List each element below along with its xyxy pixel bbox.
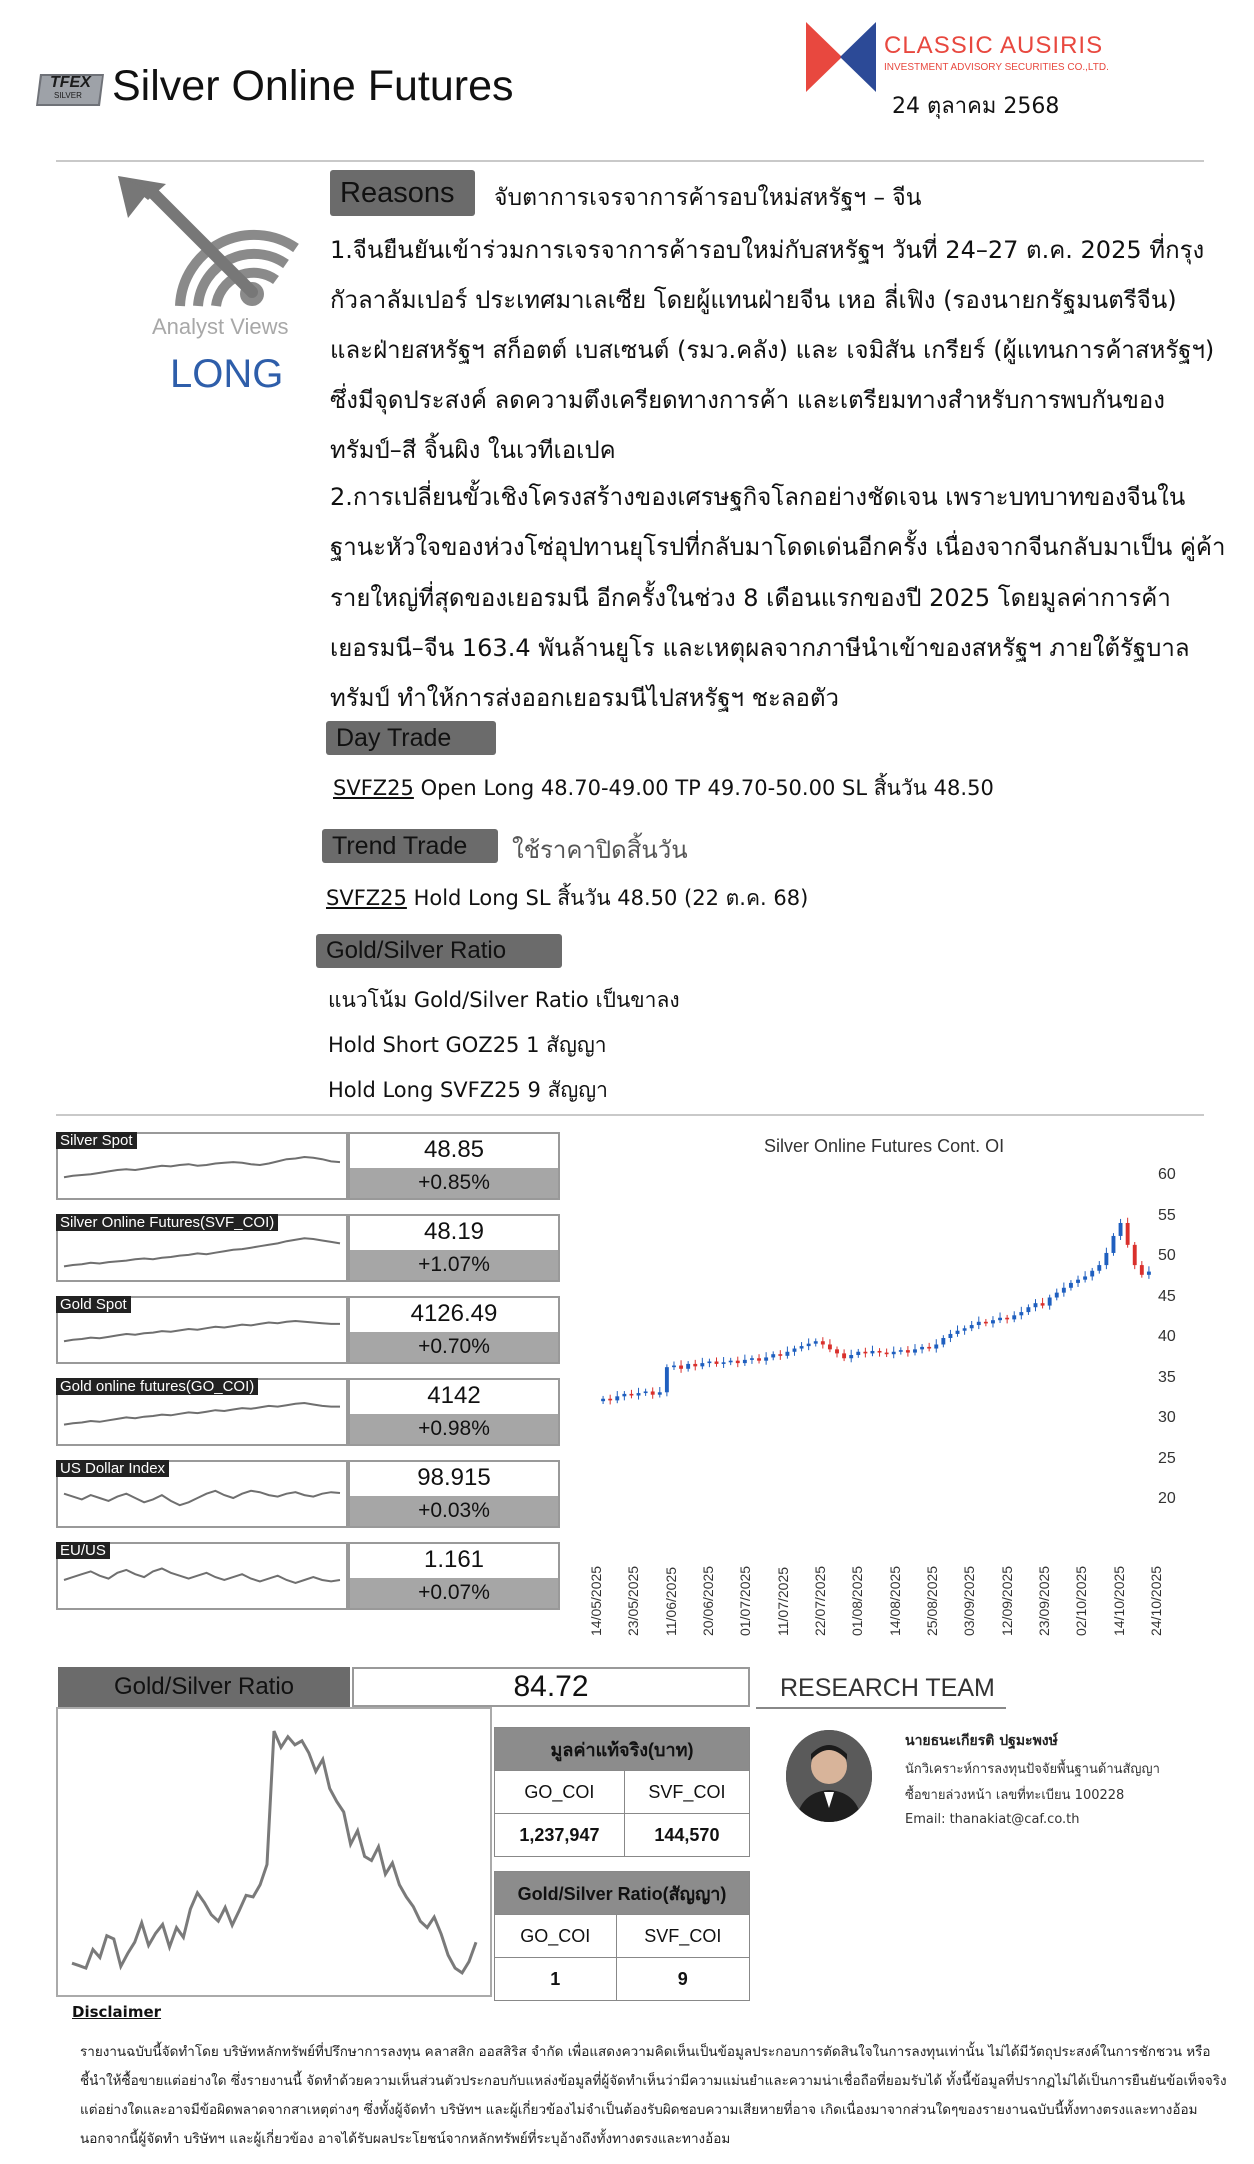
candle-body: [814, 1341, 818, 1343]
candle-body: [1026, 1307, 1030, 1312]
x-tick-label: 02/10/2025: [1073, 1565, 1090, 1636]
candle-body: [899, 1350, 903, 1352]
candle-body: [771, 1354, 775, 1357]
reasons-line: รายใหญ่ที่สุดของเยอรมนี อีกครั้งในช่วง 8 เดือนแรกของปี 2025 โดยมูลค่าการค้า: [330, 584, 1171, 612]
candle-body: [984, 1322, 988, 1324]
fair-value-table: [494, 1727, 750, 1857]
candle-body: [608, 1399, 612, 1401]
sparkline-path: [64, 1157, 340, 1177]
y-tick-label: 50: [1158, 1247, 1176, 1264]
candle-body: [948, 1334, 952, 1338]
candle-body: [1048, 1298, 1052, 1306]
market-value: 48.19: [423, 1218, 485, 1245]
candle-body: [1062, 1288, 1066, 1293]
candle-body: [715, 1361, 719, 1363]
market-name: Silver Spot: [56, 1132, 137, 1149]
table-header: SVF_COI: [624, 1771, 749, 1814]
avatar: [786, 1730, 872, 1822]
candle-body: [800, 1346, 804, 1348]
candle-body: [729, 1361, 733, 1363]
candle-body: [1126, 1223, 1130, 1245]
candle-body: [1055, 1293, 1059, 1298]
x-tick-label: 11/07/2025: [774, 1566, 791, 1636]
y-tick-label: 20: [1158, 1490, 1176, 1507]
table-cell: 144,570: [624, 1814, 749, 1857]
candle-body: [686, 1364, 690, 1369]
market-panel-us-dollar-index: [56, 1460, 560, 1528]
ratio-line: แนวโน้ม Gold/Silver Ratio เป็นขาลง: [328, 988, 680, 1012]
candle-body: [644, 1391, 648, 1393]
tfex-logo-sub: SILVER: [54, 91, 82, 100]
y-tick-label: 55: [1158, 1206, 1176, 1224]
candle-body: [1112, 1236, 1116, 1253]
x-tick-label: 14/10/2025: [1110, 1565, 1127, 1636]
table-cell: 1,237,947: [495, 1814, 625, 1857]
market-panels: [56, 1132, 560, 1612]
page-title: Silver Online Futures: [112, 62, 514, 110]
market-change: +0.07%: [350, 1578, 558, 1608]
trend-trade-line: [326, 882, 808, 915]
candle-body: [913, 1349, 917, 1352]
candlestick-chart: [586, 1160, 1166, 1520]
header-divider: [56, 160, 1204, 162]
market-panel-silver-spot: [56, 1132, 560, 1200]
report-date: 24 ตุลาคม 2568: [892, 94, 1060, 119]
reasons-line: และฝ่ายสหรัฐฯ สก็อตต์ เบสเซนต์ (รมว.คลัง) และ เจมิสัน เกรียร์ (ผู้แทนการค้าสหรัฐฯ): [330, 336, 1215, 364]
x-tick-label: 11/06/2025: [662, 1566, 679, 1636]
candle-body: [941, 1338, 945, 1344]
research-title: RESEARCH TEAM: [780, 1674, 995, 1702]
x-tick-label: 01/08/2025: [849, 1565, 866, 1636]
candle-body: [906, 1350, 910, 1352]
candle-body: [1140, 1265, 1144, 1275]
gs-ratio-line-chart: [58, 1709, 490, 1995]
sparkline-path: [64, 1491, 340, 1505]
market-name: Gold Spot: [56, 1296, 131, 1313]
candle-body: [736, 1361, 740, 1363]
candle-body: [679, 1366, 683, 1369]
reasons-line: ทรัมป์–สี จิ้นผิง ในเวทีเอเปค: [330, 436, 616, 464]
candle-body: [842, 1353, 846, 1358]
candle-body: [956, 1331, 960, 1334]
x-tick-label: 01/07/2025: [737, 1565, 754, 1636]
trend-trade-text: Hold Long SL สิ้นวัน 48.50 (22 ต.ค. 68): [413, 886, 809, 910]
gs-ratio-value: 84.72: [513, 1670, 589, 1703]
research-license: ซื้อขายล่วงหน้า เลขที่ทะเบียน 100228: [905, 1788, 1125, 1803]
day-trade-tag: Day Trade: [326, 721, 496, 755]
x-tick-label: 25/08/2025: [924, 1565, 940, 1636]
candle-body: [743, 1360, 747, 1363]
trend-trade-note: ใช้ราคาปิดสิ้นวัน: [512, 836, 688, 864]
candle-body: [672, 1366, 676, 1368]
candle-body: [722, 1362, 726, 1364]
y-tick-label: 25: [1158, 1449, 1176, 1467]
candle-body: [1083, 1276, 1087, 1279]
y-tick-label: 35: [1158, 1368, 1176, 1386]
y-tick-label: 40: [1158, 1328, 1176, 1345]
candle-body: [1090, 1271, 1094, 1277]
x-tick-label: 23/05/2025: [625, 1565, 642, 1636]
candle-body: [871, 1351, 875, 1353]
research-email[interactable]: Email: thanakiat@caf.co.th: [905, 1812, 1080, 1827]
candle-body: [1133, 1245, 1137, 1265]
day-trade-text: Open Long 48.70-49.00 TP 49.70-50.00 SL สิ้นวัน 48.50: [420, 776, 994, 800]
market-panel-silver-futures: [56, 1214, 560, 1282]
candle-body: [1005, 1318, 1009, 1320]
candle-body: [835, 1349, 839, 1353]
candle-body: [927, 1347, 931, 1349]
candle-body: [757, 1358, 761, 1360]
disclaimer-title: Disclaimer: [72, 2003, 162, 2021]
candle-body: [1019, 1312, 1023, 1315]
day-trade-line: [333, 772, 994, 805]
candle-body: [658, 1392, 662, 1394]
table-header: SVF_COI: [616, 1915, 749, 1958]
target-icon: [110, 170, 310, 310]
market-change: +0.85%: [350, 1168, 558, 1198]
reasons-tag: Reasons: [330, 170, 475, 216]
disclaimer-line: นอกจากนี้ผู้จัดทำ บริษัทฯ และผู้เกี่ยวข้อง อาจได้รับผลประโยชน์จากหลักทรัพย์ที่ระบุอ้างถึงทั้งทางตรงและทางอ้อม: [80, 2131, 731, 2147]
tfex-logo: [36, 70, 108, 110]
candle-body: [863, 1352, 867, 1354]
candle-body: [1041, 1303, 1045, 1305]
market-name: Gold online futures(GO_COI): [56, 1378, 258, 1395]
sparkline-path: [64, 1238, 340, 1266]
gs-ratio-line: [72, 1731, 476, 1973]
ratio-tag: Gold/Silver Ratio: [316, 934, 562, 968]
market-change: +0.98%: [350, 1414, 558, 1444]
market-change: +0.70%: [350, 1332, 558, 1362]
reasons-line: 1.จีนยืนยันเข้าร่วมการเจรจาการค้ารอบใหม่กับสหรัฐฯ วันที่ 24–27 ต.ค. 2025 ที่กรุง: [330, 236, 1205, 264]
ratio-line: Hold Short GOZ25 1 สัญญา: [328, 1033, 607, 1057]
candle-body: [750, 1358, 754, 1360]
gs-ratio-chart-box: [56, 1707, 492, 1997]
analyst-view-value: LONG: [170, 352, 284, 396]
reasons-line: กัวลาลัมเปอร์ ประเทศมาเลเซีย โดยผู้แทนฝ่ายจีน เหอ ลี่เฟิง (รองนายกรัฐมนตรีจีน): [330, 286, 1177, 314]
reasons-line: ซึ่งมีจุดประสงค์ ลดความตึงเครียดทางการค้า และเตรียมทางสำหรับการพบกันของ: [330, 386, 1165, 414]
tfex-logo-text: TFEX: [50, 74, 91, 91]
market-value: 1.161: [423, 1546, 485, 1573]
disclaimer-line: แต่อย่างใดและอาจมีข้อผิดพลาดจากสาเหตุต่างๆ ซึ่งทั้งผู้จัดทำ บริษัทฯ และผู้เกี่ยวข้องไม่จำเป็นต้องรับผิดชอบความเสียหายที่อาจ เกิดเนื่องมาจากส่วนใดๆของรายงานฉบับนี้ทั้งทางตรงและทางอ้อม: [80, 2102, 1198, 2118]
candle-body: [970, 1325, 974, 1328]
market-name: US Dollar Index: [56, 1460, 169, 1477]
candle-body: [977, 1322, 981, 1325]
market-value: 98.915: [417, 1464, 491, 1491]
candle-body: [934, 1344, 938, 1348]
disclaimer-line: รายงานฉบับนี้จัดทำโดย บริษัทหลักทรัพย์ที่ปรึกษาการลงทุน คลาสสิก ออสสิริส จำกัด เพื่อแสดงความคิดเห็นเป็นข้อมูลประกอบการตัดสินใจในการลงทุนเท่านั้น ไม่ได้มีวัตถุประสงค์ในการชักชวน หรือ: [80, 2044, 1211, 2060]
trend-trade-symbol: SVFZ25: [326, 886, 407, 910]
candle-body: [892, 1352, 896, 1354]
x-tick-label: 14/05/2025: [588, 1565, 604, 1636]
y-tick-label: 60: [1158, 1166, 1176, 1183]
brand-subtitle: INVESTMENT ADVISORY SECURITIES CO.,LTD.: [884, 62, 1109, 73]
market-name: EU/US: [56, 1542, 110, 1559]
candle-body: [785, 1352, 789, 1356]
candle-body: [764, 1357, 768, 1360]
candle-body: [821, 1341, 825, 1344]
candle-body: [1097, 1265, 1101, 1271]
candle-body: [920, 1347, 924, 1349]
disclaimer-line: ชี้นำให้ซื้อขายแต่อย่างใด ซึ่งรายงานนี้ จัดทำด้วยความเห็นส่วนตัวประกอบกับแหล่งข้อมูลที่ผู้จัดทำเห็นว่ามีความแม่นยำและความน่าเชื่อถือที่ยอมรับได้ ทั้งนี้ข้อมูลที่ปรากฏไม่ได้เป็นการยืนยันข้อเท็จจริง: [80, 2073, 1227, 2089]
candle-body: [1147, 1272, 1151, 1275]
market-value: 4142: [427, 1382, 481, 1409]
table-header: GO_COI: [495, 1915, 617, 1958]
table-cell: 9: [616, 1958, 749, 2001]
sparkline-path: [64, 1403, 340, 1425]
x-tick-label: 14/08/2025: [886, 1565, 903, 1636]
candle-body: [629, 1394, 633, 1396]
candle-body: [637, 1393, 641, 1395]
sparkline-path: [64, 1569, 340, 1583]
gs-ratio-label: Gold/Silver Ratio: [113, 1673, 295, 1700]
reasons-line: เยอรมนี–จีน 163.4 พันล้านยูโร และเหตุผลจากภาษีนำเข้าของสหรัฐฯ ภายใต้รัฐบาล: [330, 634, 1190, 662]
candle-body: [615, 1396, 619, 1400]
candle-body: [849, 1355, 853, 1358]
candle-body: [828, 1344, 832, 1349]
candle-body: [856, 1352, 860, 1355]
candle-body: [991, 1320, 995, 1323]
research-title-underline: [756, 1707, 1006, 1709]
candle-body: [707, 1361, 711, 1363]
market-name: Silver Online Futures(SVF_COI): [56, 1214, 278, 1231]
table-header: GO_COI: [495, 1771, 625, 1814]
analyst-views-label: Analyst Views: [152, 314, 289, 339]
day-trade-symbol: SVFZ25: [333, 776, 414, 800]
candle-body: [793, 1349, 797, 1352]
candle-body: [963, 1328, 967, 1330]
candle-body: [1069, 1283, 1073, 1288]
reasons-line: ทรัมป์ ทำให้การส่งออกเยอรมนีไปสหรัฐฯ ชะลอตัว: [330, 684, 840, 712]
x-tick-label: 12/09/2025: [998, 1565, 1015, 1636]
section-divider: [56, 1114, 1204, 1116]
trend-trade-tag: Trend Trade: [322, 829, 498, 863]
candle-body: [778, 1354, 782, 1356]
candle-body: [622, 1394, 626, 1396]
table-cell: 1: [495, 1958, 617, 2001]
research-role: นักวิเคราะห์การลงทุนปัจจัยพื้นฐานด้านสัญญา: [905, 1762, 1160, 1777]
candle-body: [885, 1353, 889, 1355]
fair-value-title: มูลค่าแท้จริง(บาท): [495, 1728, 750, 1771]
x-tick-label: 22/07/2025: [812, 1565, 828, 1636]
ratio-line: Hold Long SVFZ25 9 สัญญา: [328, 1078, 608, 1102]
x-tick-label: 20/06/2025: [700, 1565, 716, 1636]
market-panel-gold-spot: [56, 1296, 560, 1364]
candle-body: [1012, 1315, 1016, 1319]
candle-body: [1076, 1280, 1080, 1283]
y-tick-label: 45: [1158, 1287, 1176, 1305]
x-tick-label: 24/10/2025: [1148, 1565, 1164, 1636]
ratio-contracts-title: Gold/Silver Ratio(สัญญา): [495, 1872, 750, 1915]
market-change: +0.03%: [350, 1496, 558, 1526]
brand-logo-icon: [806, 22, 876, 92]
reasons-headline: จับตาการเจรจาการค้ารอบใหม่สหรัฐฯ – จีน: [494, 185, 922, 211]
y-tick-label: 30: [1158, 1409, 1176, 1426]
reasons-line: 2.การเปลี่ยนขั้วเชิงโครงสร้างของเศรษฐกิจโลกอย่างชัดเจน เพราะบทบาทของจีนใน: [330, 483, 1186, 511]
reasons-line: ฐานะหัวใจของห่วงโซ่อุปทานยุโรปที่กลับมาโดดเด่นอีกครั้ง เนื่องจากจีนกลับมาเป็น คู่ค้า: [330, 533, 1226, 561]
market-panel-eu-us: [56, 1542, 560, 1610]
candle-body: [878, 1351, 882, 1353]
candle-body: [1104, 1253, 1108, 1265]
brand-name: CLASSIC AUSIRIS: [884, 32, 1104, 59]
candle-body: [700, 1363, 704, 1366]
market-change: +1.07%: [350, 1250, 558, 1280]
candle-body: [665, 1367, 669, 1392]
market-value: 4126.49: [410, 1300, 498, 1327]
market-value: 48.85: [423, 1136, 485, 1163]
candle-body: [1034, 1303, 1038, 1307]
x-tick-label: 03/09/2025: [961, 1565, 978, 1636]
market-panel-gold-futures: [56, 1378, 560, 1446]
candle-body: [1119, 1223, 1123, 1236]
ratio-contracts-table: [494, 1871, 750, 2001]
sparkline-path: [64, 1321, 340, 1341]
candle-body: [601, 1399, 605, 1401]
chart-title: Silver Online Futures Cont. OI: [764, 1136, 1005, 1156]
candle-body: [651, 1391, 655, 1394]
candle-body: [998, 1318, 1002, 1320]
candle-body: [807, 1344, 811, 1346]
x-tick-label: 23/09/2025: [1036, 1565, 1052, 1636]
research-name: นายธนะเกียรติ ปฐมะพงษ์: [905, 1733, 1058, 1749]
candle-body: [693, 1364, 697, 1366]
